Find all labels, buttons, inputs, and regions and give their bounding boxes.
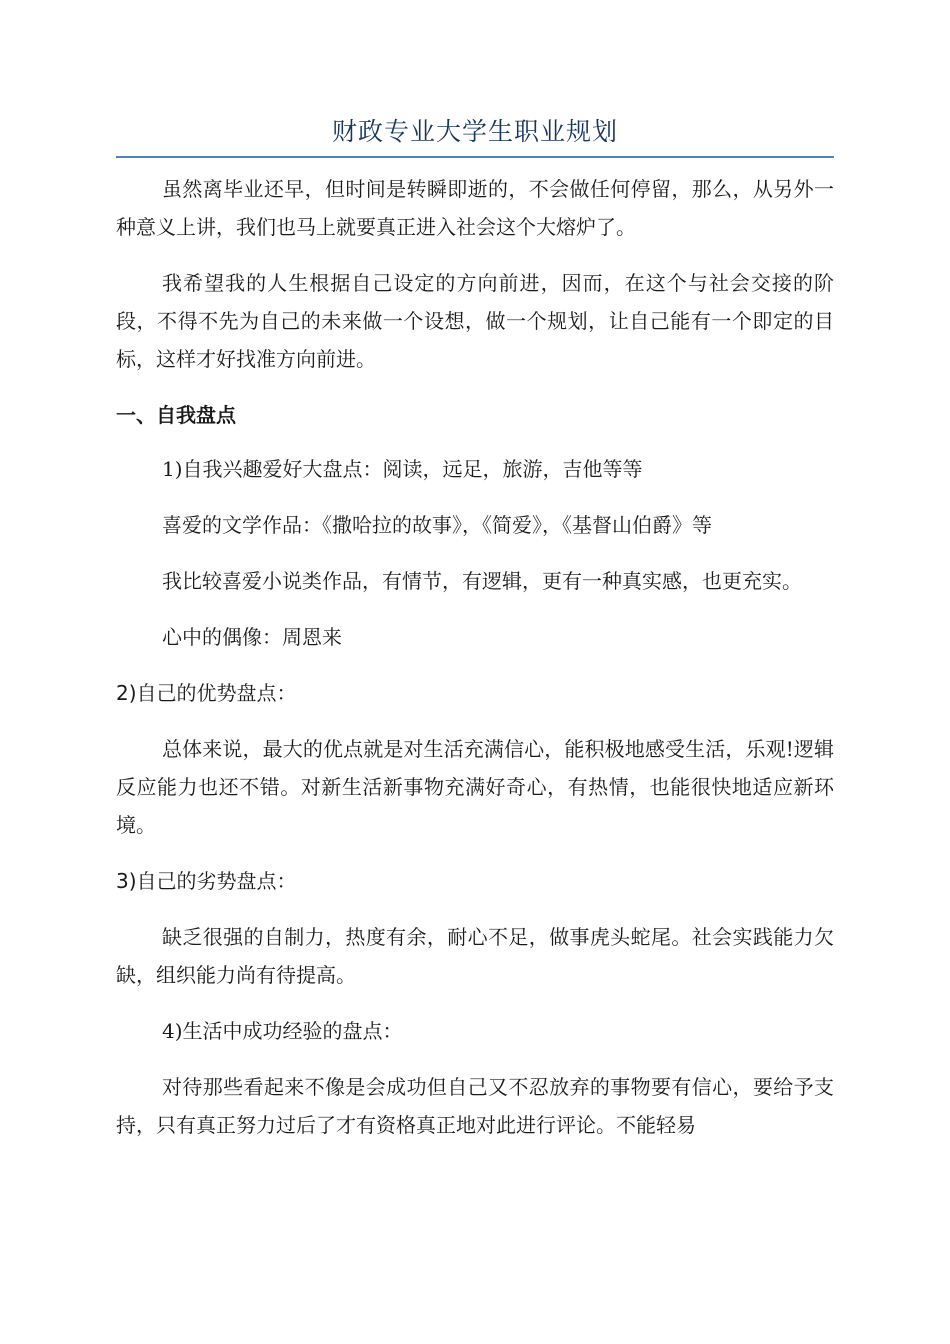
weaknesses-heading <box>116 862 834 900</box>
literature-paragraph: 喜爱的文学作品：《撒哈拉的故事》，《简爱》，《基督山伯爵》等 <box>162 513 712 537</box>
strengths-heading <box>116 674 834 712</box>
interests-paragraph: 1)自我兴趣爱好大盘点：阅读，远足，旅游，吉他等等 <box>162 457 643 481</box>
intro-paragraph-2: 我希望我的人生根据自己设定的方向前进，因而，在这个与社会交接的阶段，不得不先为自己的未来做一个设想，做一个规划，让自己能有一个即定的目标，这样才好找准方向前进。 <box>116 271 834 371</box>
success-heading: 4)生活中成功经验的盘点： <box>162 1019 403 1043</box>
weaknesses-paragraph: 缺乏很强的自制力，热度有余，耐心不足，做事虎头蛇尾。社会实践能力欠缺，组织能力尚有待提高。 <box>116 925 834 987</box>
weaknesses-number: 3) <box>116 869 137 893</box>
strengths-paragraph: 总体来说，最大的优点就是对生活充满信心，能积极地感受生活，乐观!逻辑反应能力也还不错。对新生活新事物充满好奇心，有热情，也能很快地适应新环境。 <box>116 737 834 837</box>
section-heading-self-review: 一、自我盘点 <box>116 403 236 427</box>
document-title: 财政专业大学生职业规划 <box>116 112 834 158</box>
document-body <box>116 112 834 1162</box>
strengths-number: 2) <box>116 681 137 705</box>
idol-paragraph: 心中的偶像：周恩来 <box>162 625 342 649</box>
intro-paragraph-1: 虽然离毕业还早，但时间是转瞬即逝的，不会做任何停留，那么，从另外一种意义上讲，我们也马上就要真正进入社会这个大熔炉了。 <box>116 177 834 239</box>
novels-paragraph: 我比较喜爱小说类作品，有情节，有逻辑，更有一种真实感，也更充实。 <box>162 569 802 593</box>
weaknesses-label: 自己的劣势盘点： <box>136 869 297 893</box>
strengths-label: 自己的优势盘点： <box>136 681 297 705</box>
success-paragraph: 对待那些看起来不像是会成功但自己又不忍放弃的事物要有信心，要给予支持，只有真正努力过后了才有资格真正地对此进行评论。不能轻易 <box>116 1075 834 1137</box>
